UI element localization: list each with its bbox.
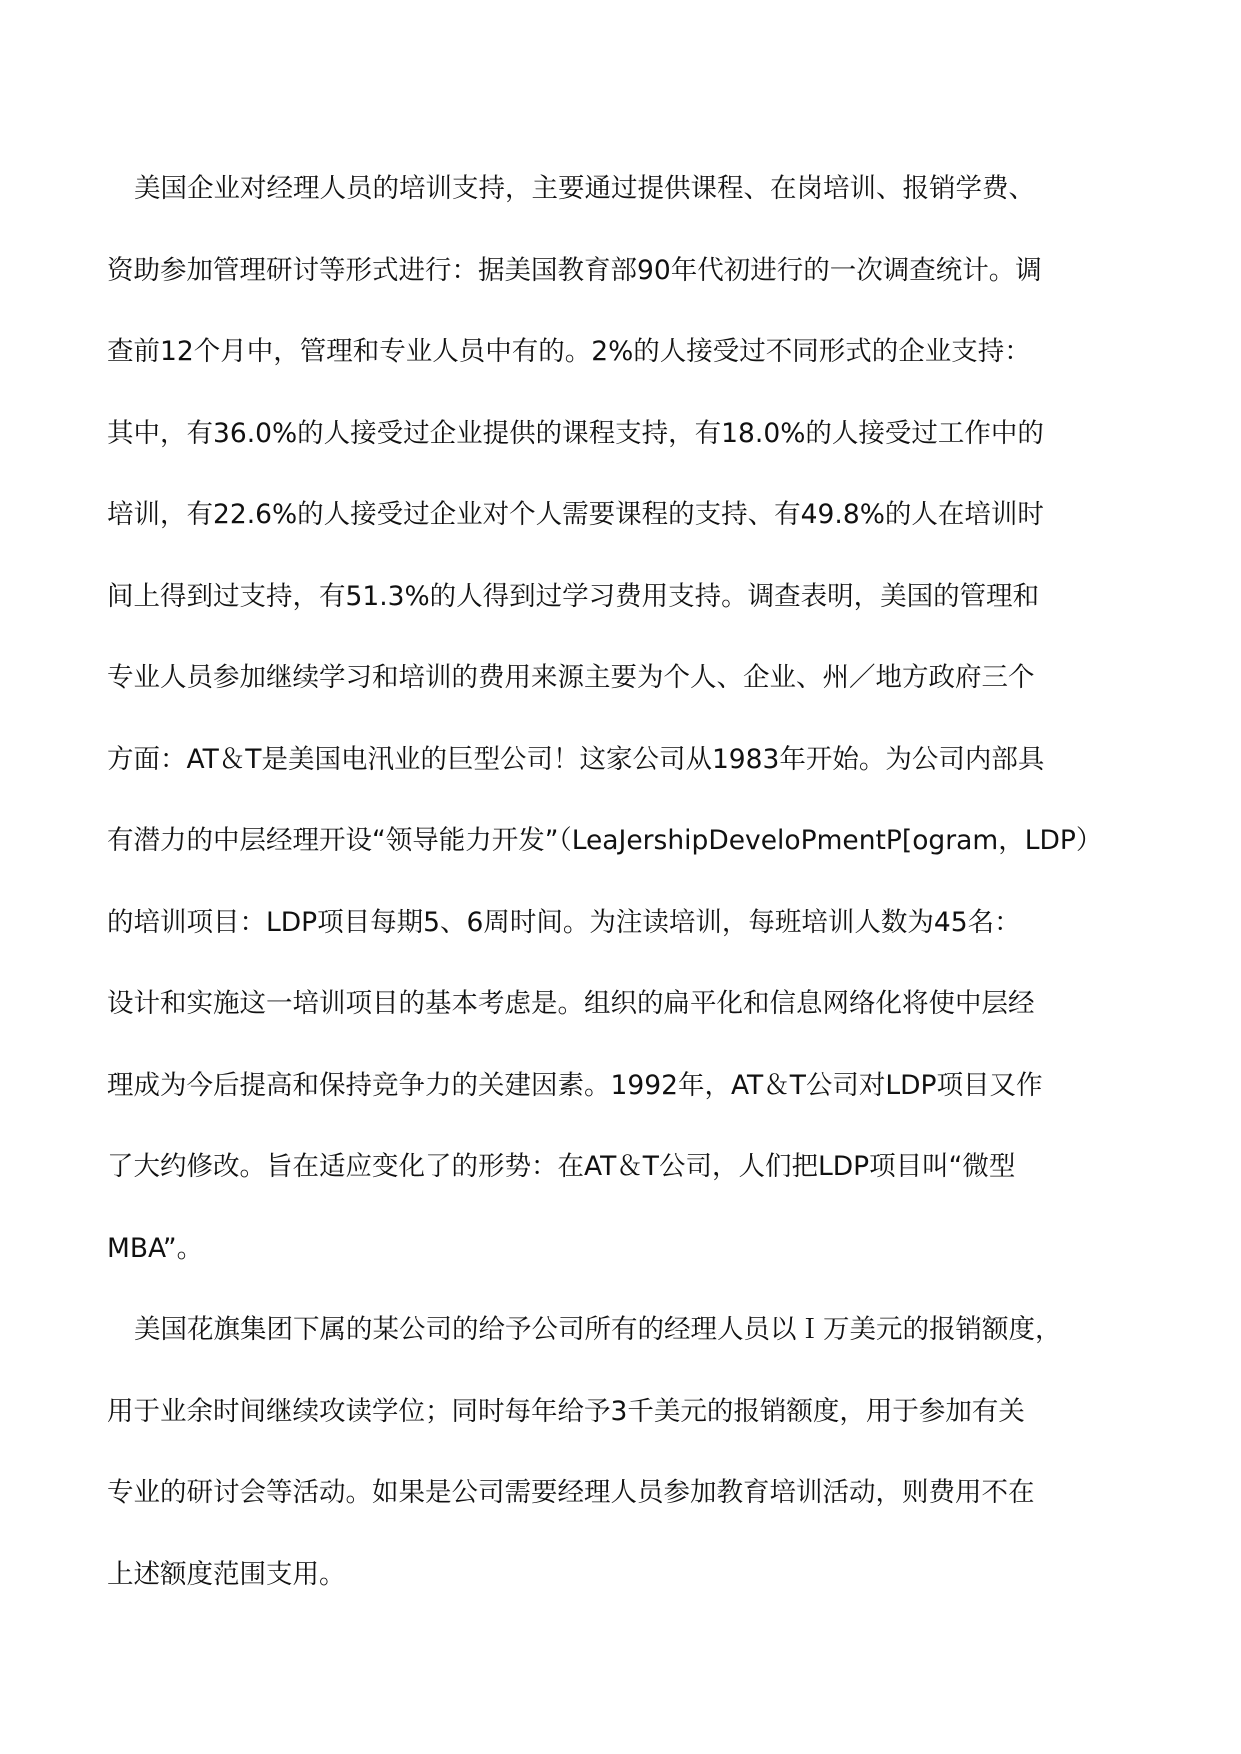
text-line: 间上得到过支持，有51.3%的人得到过学习费用支持。调查表明，美国的管理和 [107,580,1040,612]
text-line: 方面：AT＆T是美国电汛业的巨型公司！这家公司从1983年开始。为公司内部具 [107,743,1045,775]
text-line: 设计和实施这一培训项目的基本考虑是。组织的扁平化和信息网络化将使中层经 [107,988,1035,1019]
text-line: 的培训项目：LDP项目每期5、6周时间。为注读培训，每班培训人数为45名： [107,906,1021,938]
text-line: 培训，有22.6%的人接受过企业对个人需要课程的支持、有49.8%的人在培训时 [107,499,1044,530]
text-line: 了大约修改。旨在适应变化了的形势：在AT＆T公司，人们把LDP项目叫“微型 [107,1151,1016,1182]
paragraph-2 [107,1289,1137,1615]
text-line: MBA”。 [107,1232,204,1264]
text-line: 美国花旗集团下属的某公司的给予公司所有的经理人员以Ｉ万美元的报销额度， [134,1314,1062,1345]
paragraph-1 [107,148,1137,1289]
text-line: 上述额度范围支用。 [107,1558,346,1590]
text-line: 资助参加管理研讨等形式进行：据美国教育部90年代初进行的一次调查统计。调 [107,254,1042,286]
text-line: 理成为今后提高和保持竞争力的关建因素。1992年，AT＆T公司对LDP项目又作 [107,1069,1043,1101]
text-line: 美国企业对经理人员的培训支持，主要通过提供课程、在岗培训、报销学费、 [134,173,1035,204]
text-line: 有潜力的中层经理开设“领导能力开发”（LeaJershipDeveloPmentP[ogram，LDP） [107,825,1103,856]
text-line: 专业的研讨会等活动。如果是公司需要经理人员参加教育培训活动，则费用不在 [107,1477,1035,1508]
text-line: 用于业余时间继续攻读学位；同时每年给予3千美元的报销额度，用于参加有关 [107,1395,1025,1427]
text-line: 专业人员参加继续学习和培训的费用来源主要为个人、企业、州／地方政府三个 [107,662,1035,693]
text-line: 查前12个月中，管理和专业人员中有的。2%的人接受过不同形式的企业支持： [107,336,1031,367]
text-line: 其中，有36.0%的人接受过企业提供的课程支持，有18.0%的人接受过工作中的 [107,417,1044,449]
document-body [107,148,1137,1615]
